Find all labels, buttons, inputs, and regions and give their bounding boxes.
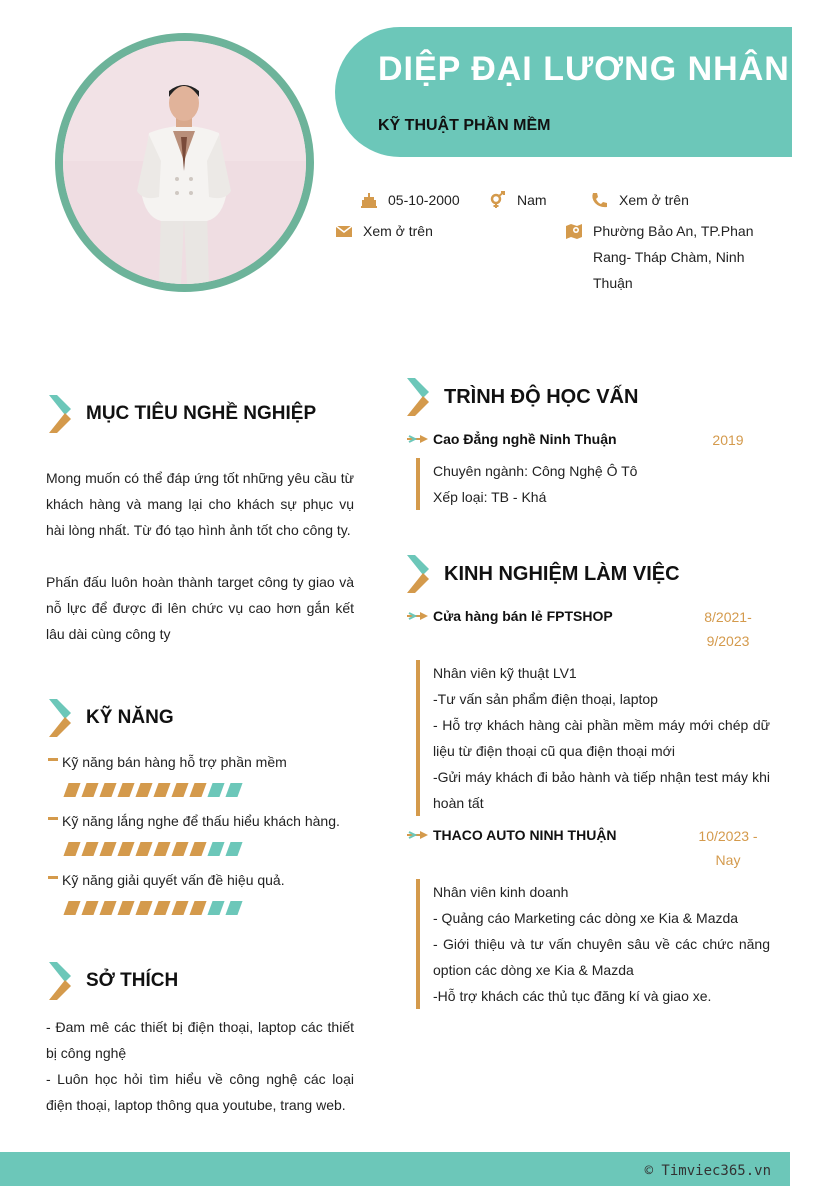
experience-line: Nhân viên kinh doanh (433, 884, 569, 900)
skill-segment-empty (207, 901, 224, 915)
skill-item-1 (48, 754, 287, 770)
hobbies-title: SỞ THÍCH (86, 970, 179, 991)
experience-line: -Hỗ trợ khách các thủ tục đăng kí và giao xe. (433, 988, 712, 1004)
education-title: TRÌNH ĐỘ HỌC VẤN (444, 385, 639, 408)
chevron-icon (47, 393, 73, 435)
skill-segment-filled (81, 783, 98, 797)
skill-segment-filled (171, 783, 188, 797)
experience-line: -Gửi máy khách đi bảo hành và tiếp nhận test máy khi hoàn tất (433, 769, 770, 811)
education-major: Chuyên ngành: Công Nghệ Ô Tô (433, 463, 638, 479)
skill-segment-filled (153, 783, 170, 797)
experience-date (688, 824, 768, 872)
name-banner (335, 27, 792, 157)
hobbies-heading (47, 960, 178, 1002)
objective-paragraph-1: Mong muốn có thể đáp ứng tốt những yêu cầu từ khách hàng và mang lại cho khách sự phục vụ hài lòng nhất. Từ đó tạo hình ảnh tốt cho công ty. (46, 470, 354, 538)
job-title: KỸ THUẬT PHẦN MỀM (378, 117, 551, 134)
date-end: 9/2023 (706, 633, 750, 649)
skill-segment-filled (171, 901, 188, 915)
experience-line: - Giới thiệu và tư vấn chuyên sâu về các chức năng option các dòng xe Kia & Mazda (433, 936, 770, 978)
skill-segment-empty (225, 842, 242, 856)
experience-entry-header (407, 827, 617, 843)
date-start: 8/2021- (704, 609, 752, 625)
skill-segment-filled (99, 842, 116, 856)
skill-segment-filled (153, 842, 170, 856)
skill-segment-filled (63, 842, 80, 856)
company-name: THACO AUTO NINH THUẬN (433, 827, 617, 843)
arrow-right-icon (407, 611, 429, 621)
phone-value: Xem ở trên (619, 192, 689, 208)
skill-segment-filled (63, 783, 80, 797)
footer-credit: © Timviec365.vn (644, 1163, 771, 1179)
address (565, 222, 754, 296)
school-name: Cao Đẳng nghề Ninh Thuận (433, 431, 617, 447)
skill-segment-filled (99, 783, 116, 797)
skills-title: KỸ NĂNG (86, 707, 174, 728)
date-end: Nay (715, 852, 741, 868)
education-heading (405, 376, 638, 418)
skill-segment-filled (135, 783, 152, 797)
email (335, 222, 433, 240)
phone (590, 191, 689, 209)
skill-segment-filled (117, 901, 134, 915)
phone-icon (590, 191, 608, 209)
skill-tick-icon (48, 876, 58, 879)
objective-title: MỤC TIÊU NGHỀ NGHIỆP (86, 403, 317, 424)
birthday-cake-icon (360, 191, 378, 209)
email-value: Xem ở trên (363, 223, 433, 239)
skill-item-2 (48, 813, 340, 829)
experience-details (416, 660, 770, 816)
experience-line: - Hỗ trợ khách hàng cài phần mềm máy mới chép dữ liệu từ điện thoại cũ qua điện thoại mới (433, 717, 770, 759)
skill-segment-filled (189, 901, 206, 915)
chevron-icon (405, 553, 431, 595)
address-line-3: Thuận (593, 275, 633, 291)
experience-line: -Tư vấn sản phẩm điện thoại, laptop (433, 691, 658, 707)
gender-value: Nam (517, 192, 547, 208)
skill-segment-empty (225, 901, 242, 915)
skill-segment-empty (207, 783, 224, 797)
education-rank: Xếp loại: TB - Khá (433, 489, 547, 505)
hobby-line-1: - Đam mê các thiết bị điện thoại, laptop các thiết bị công nghệ (46, 1019, 354, 1061)
objective-paragraph-2: Phấn đấu luôn hoàn thành target công ty giao và nỗ lực để được đi lên chức vụ cao hơn gắn kết lâu dài cùng công ty (46, 574, 354, 642)
skill-segment-empty (225, 783, 242, 797)
skill-segment-filled (135, 842, 152, 856)
skill-segment-filled (99, 901, 116, 915)
address-line-2: Rang- Tháp Chàm, Ninh (593, 249, 745, 265)
skill-label: Kỹ năng lắng nghe để thấu hiểu khách hàng. (62, 813, 340, 829)
skills-heading (47, 697, 174, 739)
skill-segment-empty (207, 842, 224, 856)
skill-label: Kỹ năng bán hàng hỗ trợ phần mềm (62, 754, 287, 770)
email-icon (335, 222, 353, 240)
skill-segment-filled (189, 842, 206, 856)
skill-tick-icon (48, 817, 58, 820)
avatar-photo (63, 41, 306, 284)
arrow-right-icon (407, 830, 429, 840)
hobby-line-2: - Luôn học hỏi tìm hiểu về công nghệ các loại điện thoại, laptop thông qua youtube, trang web. (46, 1071, 354, 1113)
gender (489, 191, 547, 209)
date-start: 10/2023 - (698, 828, 758, 844)
education-details (416, 458, 770, 510)
skill-segment-filled (117, 842, 134, 856)
experience-date (688, 605, 768, 653)
skill-segment-filled (63, 901, 80, 915)
objective-heading (47, 393, 316, 435)
skill-rating-bar (66, 783, 240, 797)
chevron-icon (405, 376, 431, 418)
address-line-1: Phường Bảo An, TP.Phan (593, 223, 754, 239)
candidate-name: DIỆP ĐẠI LƯƠNG NHÂN (378, 50, 790, 88)
skill-tick-icon (48, 758, 58, 761)
skill-rating-bar (66, 901, 240, 915)
skill-rating-bar (66, 842, 240, 856)
experience-entry-header (407, 608, 613, 624)
skill-segment-filled (189, 783, 206, 797)
experience-details (416, 879, 770, 1009)
map-icon (565, 222, 583, 240)
skill-segment-filled (81, 842, 98, 856)
education-date: 2019 (712, 432, 744, 448)
skill-label: Kỹ năng giải quyết vấn đề hiệu quả. (62, 872, 285, 888)
gender-icon (489, 191, 507, 209)
skill-segment-filled (153, 901, 170, 915)
company-name: Cửa hàng bán lẻ FPTSHOP (433, 608, 613, 624)
skill-segment-filled (135, 901, 152, 915)
education-entry-header (407, 431, 617, 447)
skill-segment-filled (81, 901, 98, 915)
chevron-icon (47, 960, 73, 1002)
skill-segment-filled (117, 783, 134, 797)
experience-line: Nhân viên kỹ thuật LV1 (433, 665, 577, 681)
experience-title: KINH NGHIỆM LÀM VIỆC (444, 562, 680, 585)
experience-line: - Quảng cáo Marketing các dòng xe Kia & Mazda (433, 910, 739, 926)
arrow-right-icon (407, 434, 429, 444)
skill-item-3 (48, 872, 285, 888)
avatar (55, 33, 314, 292)
skill-segment-filled (171, 842, 188, 856)
birthday (360, 191, 460, 209)
birthday-value: 05-10-2000 (388, 192, 460, 208)
experience-heading (405, 553, 680, 595)
chevron-icon (47, 697, 73, 739)
